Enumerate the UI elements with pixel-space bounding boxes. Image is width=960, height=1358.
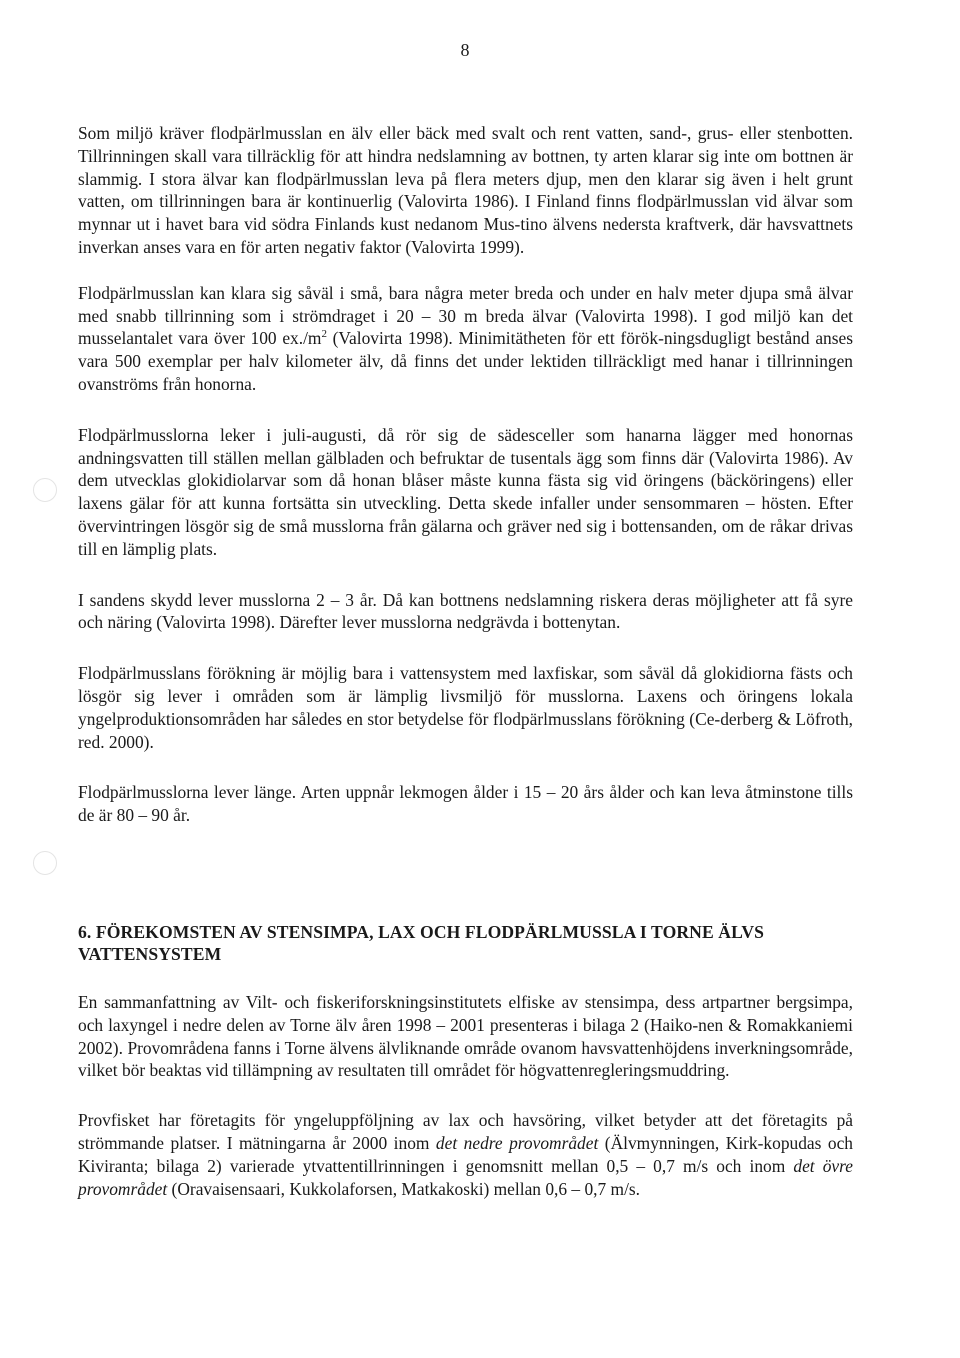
punch-hole	[33, 478, 57, 502]
paragraph-lifespan: Flodpärlmusslorna lever länge. Arten uppnår lekmogen ålder i 15 – 20 års ålder och kan leva åtminstone tills de är 80 – 90 år.	[78, 782, 853, 826]
paragraph-habitat: Som miljö kräver flodpärlmusslan en älv eller bäck med svalt och rent vatten, sand-, grus- eller stenbotten. Tillrinningen skall vara tillräcklig för att hindra nedslamning av bottnen, ty arten klarar sig inte om bottnen är slammig. I stora älvar kan flodpärlmusslan leva på flera meters djup, men den klarar sig även i helt grunt vatten, om tillrinningen bara är kontinuerlig (Valovirta 1986). I Finland finns flodpärlmusslan vid älvar som mynnar ut i havet bara vid södra Finlands kust nedanom Mus-tino älvens nedersta kraftverk, där havsvattnets inverkan anses vara en för arten negativ faktor (Valovirta 1999).	[78, 123, 853, 257]
paragraph-reproduction: Flodpärlmusslans förökning är möjlig bara i vattensystem med laxfiskar, som såväl då glokidiorna fästs och lösgör sig lever i områden som är lämplig livsmiljö för musslorna. Laxens och öringens lokala yngelproduktionsområden har således en stor betydelse för flodpärlmusslans förökning (Ce-derberg & Löfroth, red. 2000).	[78, 663, 853, 752]
paragraph-density	[78, 282, 853, 396]
paragraph-test-fishing	[78, 1109, 853, 1200]
punch-hole	[33, 851, 57, 875]
document-body	[78, 122, 853, 1200]
paragraph-summary: En sammanfattning av Vilt- och fiskeriforskningsinstitutets elfiske av stensimpa, dess artpartner bergsimpa, och laxyngel i nedre delen av Torne älv åren 1998 – 2001 presenteras i bilaga 2 (Haiko-nen & Romakkaniemi 2002). Provområdena fanns i Torne älvens älvliknande område ovanom havsvattenhöjdens inverkningsområde, vilket bör beaktas vid tillämpning av resultaten till området för högvattenregleringsmuddring.	[78, 991, 853, 1081]
page-number: 8	[460, 40, 470, 60]
paragraph-test-fishing-text-c: (Oravaisensaari, Kukkolaforsen, Matkakoski) mellan 0,6 – 0,7 m/s.	[167, 1178, 641, 1199]
paragraph-test-fishing-text-b: (Älvmynningen, Kirk-kopudas och Kiviranta; bilaga 2) varierade ytvattentillrinningen i genomsnitt mellan 0,5 – 0,7 m/s och inom	[78, 1132, 853, 1176]
superscript-exponent: 2	[321, 328, 327, 341]
paragraph-test-fishing-text-a: Provfisket har företagits för yngeluppföljning av lax och havsöring, vilket betyder att det företagits på strömmande platser. I mätningarna år 2000 inom	[78, 1110, 853, 1153]
paragraph-juvenile: I sandens skydd lever musslorna 2 – 3 år. Då kan bottnens nedslamning riskera deras möjligheter att få syre och näring (Valovirta 1998). Därefter lever musslorna nedgrävda i bottenytan.	[78, 589, 853, 633]
italic-term-upper-area: det övre provområdet	[78, 1155, 853, 1199]
paragraph-density-text-a: Flodpärlmusslan kan klara sig såväl i små, bara några meter breda och under en halv meter djupa små älvar med snabb tillrinning som i strömdraget i 20 – 30 m breda älvar (Valovirta 1998). I god miljö kan det musselantalet vara över 100 ex./m	[78, 282, 853, 349]
section-heading: 6. FÖREKOMSTEN AV STENSIMPA, LAX OCH FLODPÄRLMUSSLA I TORNE ÄLVS VATTENSYSTEM	[78, 921, 765, 964]
italic-term-lower-area: det nedre provområdet	[435, 1132, 599, 1153]
paragraph-density-text-b: (Valovirta 1998). Minimitätheten för ett förök-ningsdugligt bestånd anses vara 500 exemplar per halv kilometer älv, då finns det under lektiden tillräckligt med hanar i tillrinningen ovanströms från honorna.	[78, 328, 853, 394]
paragraph-spawning: Flodpärlmusslorna leker i juli-augusti, då rör sig de sädesceller som hanarna lägger med honornas andningsvatten till ställen mellan gälbladen och befruktar de tusentals ägg som finns där (Valovirta 1986). Av dem utvecklas glokidiolarvar som då honan blåser måste kunna fästa sig vid öringens (bäcköringens) eller laxens gälar för att kunna fortsätta sin utveckling. Detta skede infaller under sensommaren – hösten. Efter övervintringen lösgör sig de små musslorna från gälarna och gräver ned sig i bottensanden, om de råkar drivas till en lämplig plats.	[78, 424, 853, 559]
